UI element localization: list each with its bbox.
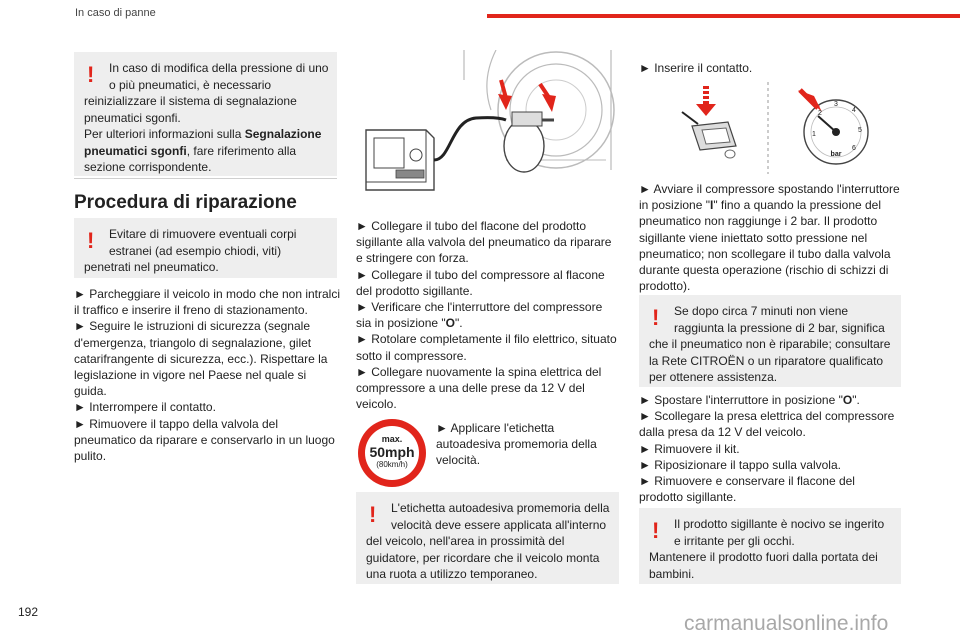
step-item — [639, 392, 901, 408]
step-contact: ► Inserire il contatto. — [639, 61, 753, 75]
gauge-unit: bar — [830, 151, 842, 158]
warning-icon: ! — [652, 305, 660, 330]
step-item: ► Rimuovere il tappo della valvola del pneumatico da riparare e conservarlo in un luogo pulito. — [74, 416, 335, 464]
step-item: ► Collegare nuovamente la spina elettrica del compressore a una delle prese da 12 V del veicolo. — [356, 364, 602, 412]
switch-and-gauge-illustration — [672, 82, 892, 174]
step-bold-value: O — [842, 393, 853, 407]
warning-text-pre: Per ulteriori informazioni sulla — [84, 127, 245, 141]
warning-text: In caso di modifica della pressione di uno o più pneumatici, è necessario reinizializzare il sistema di segnalazione pneumatici sgonfi. — [84, 61, 329, 125]
sticker-kmh-text: (80km/h) — [376, 460, 408, 469]
watermark: carmanualsonline.info — [684, 612, 889, 635]
header-accent-bar — [487, 14, 960, 18]
warning-icon: ! — [87, 228, 95, 253]
step-bold-value: O — [445, 316, 455, 331]
warning-text: Se dopo circa 7 minuti non viene raggiunta la pressione di 2 bar, significa che il pneumatico non è riparabile; consultare la Rete CITROËN o un riparatore qualificato per ottenere assistenza. — [649, 304, 891, 384]
step-item: ► Collegare il tubo del compressore al flacone del prodotto sigillante. — [356, 267, 605, 298]
col3-steps — [639, 392, 901, 505]
gauge-tick: 6 — [852, 145, 856, 152]
warning-box-foreign-objects — [74, 218, 337, 278]
warning-text: Il prodotto sigillante è nocivo se ingerito e irritante per gli occhi. — [674, 517, 885, 548]
step-text-post: " fino a quando la pressione del pneumatico non raggiunge i 2 bar. Il prodotto sigillante viene iniettato sotto pressione nel pneumatico; non scollegare il tubo dalla valvola durante questa operazione (rischio di schizzi di prodotto). — [639, 198, 891, 294]
warning-box-sticker — [356, 492, 619, 584]
step-text-post: ". — [455, 316, 463, 331]
step-text-pre: ► Verificare che l'interruttore del compressore sia in posizione " — [356, 300, 603, 331]
compressor-drawing — [356, 50, 618, 210]
col1-steps — [74, 286, 340, 464]
step-item: ► Seguire le istruzioni di sicurezza (segnale d'emergenza, triangolo di segnalazione, gilet catarifrangente di sicurezza, ecc.). Rispettare la legislazione in vigore nel Paese nel quale si guida. — [74, 319, 328, 399]
page-number: 192 — [18, 605, 39, 619]
step-bold-value: I — [709, 198, 714, 213]
gauge-tick: 5 — [858, 127, 862, 134]
step-item: ► Parcheggiare il veicolo in modo che non intralci il traffico e inserire il freno di stazionamento. — [74, 287, 341, 318]
warning-icon: ! — [652, 518, 660, 543]
step-item: ► Rimuovere e conservare il flacone del prodotto sigillante. — [639, 474, 855, 505]
speed-limit-sticker — [356, 417, 428, 489]
sticker-speed-text: 50mph — [369, 444, 415, 460]
sticker-step: ► Applicare l'etichetta autoadesiva promemoria della velocità. — [436, 421, 597, 468]
col2-steps — [356, 218, 620, 412]
step-item: ► Collegare il tubo del flacone del prodotto sigillante alla valvola del pneumatico da riparare e stringere con forza. — [356, 219, 612, 266]
gauge-tick: 4 — [852, 107, 856, 114]
warning-box-tpms — [74, 52, 337, 176]
sticker-drawing — [356, 417, 428, 489]
step-item: ► Riposizionare il tappo sulla valvola. — [639, 457, 841, 472]
warning-text: Mantenere il prodotto fuori dalla portata dei bambini. — [649, 550, 878, 581]
step-text-pre: ► Spostare l'interruttore in posizione " — [639, 393, 843, 407]
warning-text-post: , fare riferimento alla sezione corrispondente. — [84, 143, 297, 174]
warning-icon: ! — [369, 502, 377, 527]
section-divider — [74, 178, 337, 179]
step-item: ► Interrompere il contatto. — [74, 400, 216, 415]
gauge-tick: 2 — [818, 110, 822, 117]
sticker-top-text: max. — [381, 434, 403, 444]
step-item — [356, 299, 620, 331]
warning-text: Evitare di rimuovere eventuali corpi estranei (ad esempio chiodi, viti) penetrati nel pneumatico. — [84, 227, 297, 274]
warning-box-pressure — [639, 295, 901, 387]
step-item: ► Scollegare la presa elettrica del compressore dalla presa da 12 V del veicolo. — [639, 409, 895, 440]
step-text-post: ". — [852, 393, 860, 407]
step-text-pre: ► Avviare il compressore spostando l'interruttore in posizione " — [639, 182, 900, 213]
gauge-drawing — [672, 82, 892, 174]
step-item: ► Rotolare completamente il filo elettrico, situato sotto il compressore. — [356, 332, 617, 363]
gauge-tick: 3 — [834, 101, 838, 108]
warning-box-sealant — [639, 508, 901, 584]
page-header-title: In caso di panne — [75, 7, 156, 19]
step-item: ► Rimuovere il kit. — [639, 441, 740, 456]
warning-icon: ! — [87, 62, 95, 87]
step-start-compressor — [639, 181, 901, 294]
warning-bold-link: Segnalazione pneumatici sgonfi — [84, 127, 322, 158]
gauge-tick: 1 — [812, 131, 816, 138]
compressor-illustration — [356, 50, 618, 210]
section-title: Procedura di riparazione — [74, 192, 297, 213]
warning-text: L'etichetta autoadesiva promemoria della velocità deve essere applicata all'interno del veicolo, nell'area in prossimità del guidatore, per ricordare che il veicolo monta una ruota a utilizzo temporaneo. — [366, 501, 610, 581]
